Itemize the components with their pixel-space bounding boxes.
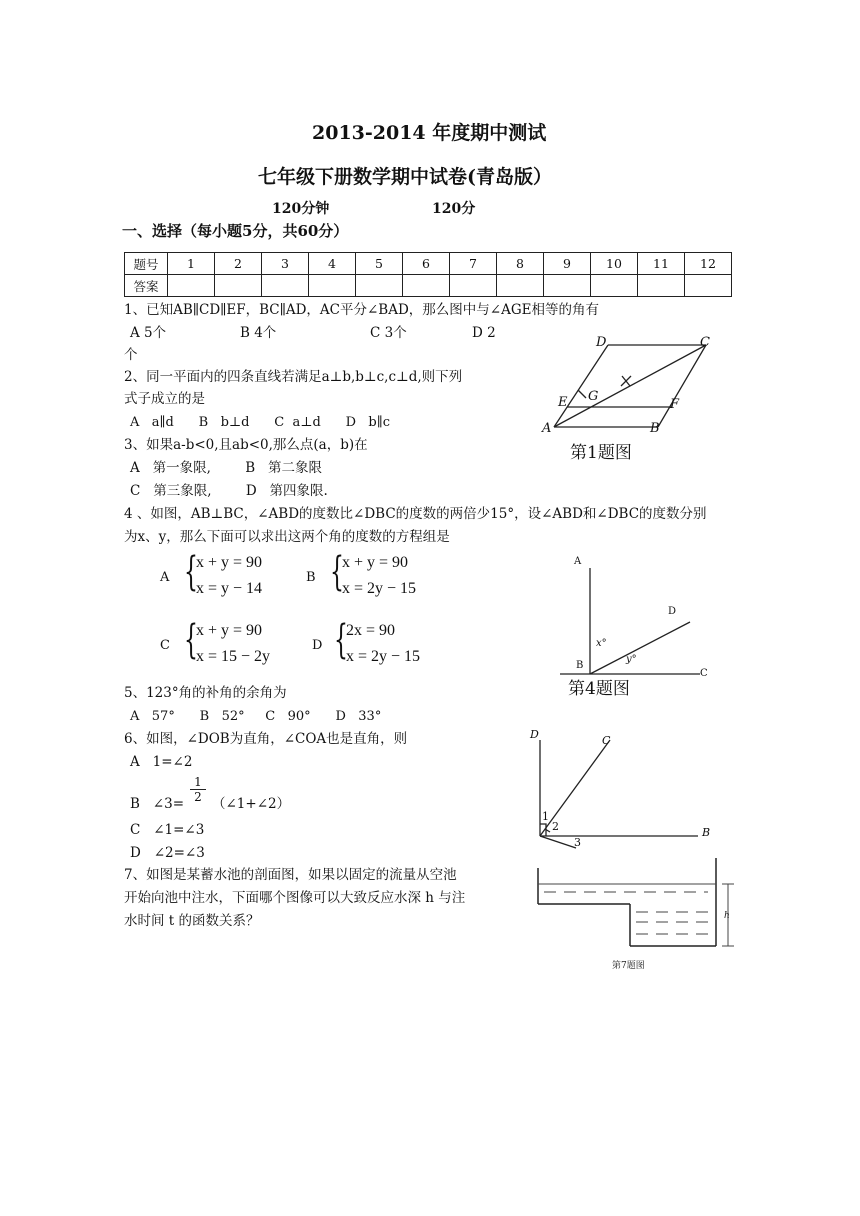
- fig4-label-a: A: [574, 556, 582, 567]
- row-label: 答案: [125, 275, 168, 297]
- table-cell: 1: [168, 253, 215, 275]
- q4-option-b-label: B: [306, 570, 316, 585]
- question-2-line1: 2、同一平面内的四条直线若满足a⊥b,b⊥c,c⊥d,则下列: [124, 369, 463, 385]
- fig6-label-b: B: [702, 826, 711, 839]
- answer-cell[interactable]: [685, 275, 732, 297]
- fig4-caption: 第4题图: [568, 679, 630, 699]
- table-cell: 3: [262, 253, 309, 275]
- table-cell: 4: [309, 253, 356, 275]
- brace-icon: {: [184, 549, 198, 595]
- answer-cell[interactable]: [450, 275, 497, 297]
- fig4-label-d: D: [668, 606, 677, 617]
- table-cell: 7: [450, 253, 497, 275]
- question-6-option-c: C ∠1=∠3: [130, 822, 205, 838]
- brace-icon: {: [334, 617, 348, 663]
- fig1-label-g: G: [588, 389, 599, 404]
- answer-cell[interactable]: [309, 275, 356, 297]
- answer-cell[interactable]: [403, 275, 450, 297]
- fraction-numerator: 1: [194, 775, 202, 789]
- question-1-option-b: B 4个: [240, 325, 277, 341]
- question-6-option-d: D ∠2=∠3: [130, 845, 205, 861]
- question-6-option-b-prefix: B ∠3=: [130, 796, 185, 812]
- question-7-line2: 开始向池中注水，下面哪个图像可以大致反应水深 h 与注: [124, 890, 466, 906]
- fig6-label-d: D: [530, 728, 539, 741]
- question-1-option-c: C 3个: [370, 325, 407, 341]
- table-row: [125, 253, 732, 275]
- fig1-label-f: F: [670, 397, 680, 412]
- figure-4: [560, 552, 720, 702]
- exam-time: 120分钟: [272, 201, 330, 217]
- answer-table: [124, 252, 732, 297]
- answer-cell[interactable]: [544, 275, 591, 297]
- equation: 2x = 90: [346, 622, 396, 639]
- answer-cell[interactable]: [215, 275, 262, 297]
- question-4-line2: 为x、y，那么下面可以求出这两个角的度数的方程组是: [124, 529, 450, 545]
- question-5-text: 5、123°角的补角的余角为: [124, 685, 287, 701]
- table-cell: 5: [356, 253, 403, 275]
- fig4-label-c: C: [700, 668, 708, 679]
- fig6-label-c: C: [602, 734, 611, 747]
- question-7-line1: 7、如图是某蓄水池的剖面图，如果以固定的流量从空池: [124, 867, 457, 883]
- table-cell: 11: [638, 253, 685, 275]
- question-6-option-a: A 1=∠2: [130, 754, 193, 770]
- answer-cell[interactable]: [168, 275, 215, 297]
- question-6-option-b-suffix: （∠1+∠2）: [212, 796, 291, 812]
- fig4-label-x: x°: [596, 638, 607, 649]
- fig1-label-e: E: [558, 395, 568, 410]
- brace-icon: {: [330, 549, 344, 595]
- table-row: [125, 275, 732, 297]
- q4-option-a-label: A: [160, 570, 170, 585]
- fig1-label-a: A: [542, 421, 552, 436]
- question-6-text: 6、如图，∠DOB为直角，∠COA也是直角，则: [124, 731, 408, 747]
- equation: x = 2y − 15: [346, 648, 421, 665]
- equation: x + y = 90: [196, 554, 263, 571]
- fraction-denominator: 2: [190, 789, 206, 804]
- equation: x = y − 14: [196, 580, 263, 597]
- fig1-caption: 第1题图: [570, 443, 632, 463]
- question-3-options-ab: A 第一象限, B 第二象限: [130, 460, 323, 476]
- answer-cell[interactable]: [638, 275, 685, 297]
- fig1-label-d: D: [596, 335, 607, 350]
- brace-icon: {: [184, 617, 198, 663]
- figure-6: [524, 728, 724, 854]
- question-3-text: 3、如果a-b<0,且ab<0,那么点(a，b)在: [124, 437, 368, 453]
- equation: x + y = 90: [342, 554, 409, 571]
- equation: x = 2y − 15: [342, 580, 417, 597]
- table-cell: 2: [215, 253, 262, 275]
- table-cell: 6: [403, 253, 450, 275]
- fig7-label-h: h: [724, 911, 730, 921]
- table-cell: 9: [544, 253, 591, 275]
- answer-cell[interactable]: [356, 275, 403, 297]
- answer-cell[interactable]: [262, 275, 309, 297]
- figure-7: [532, 856, 744, 974]
- table-cell: 10: [591, 253, 638, 275]
- fig6-label-1: 1: [542, 810, 549, 823]
- q4-option-c-label: C: [160, 638, 170, 653]
- fig6-label-3: 3: [574, 836, 581, 849]
- q4-option-d-label: D: [312, 638, 323, 653]
- question-1-option-d: D 2: [472, 325, 496, 341]
- fig4-label-b: B: [576, 660, 584, 671]
- fig6-label-2: 2: [552, 820, 559, 833]
- table-cell: 8: [497, 253, 544, 275]
- equation: x + y = 90: [196, 622, 263, 639]
- equation: x = 15 − 2y: [196, 648, 271, 665]
- question-1-option-d-cont: 个: [124, 347, 138, 363]
- answer-cell[interactable]: [497, 275, 544, 297]
- question-7-line3: 水时间 t 的函数关系？: [124, 913, 260, 929]
- exam-subtitle: 七年级下册数学期中试卷(青岛版）: [258, 166, 552, 188]
- fig4-label-y: y°: [626, 654, 637, 665]
- fig1-label-b: B: [650, 421, 660, 436]
- exam-score: 120分: [432, 201, 476, 217]
- question-3-options-cd: C 第三象限, D 第四象限.: [130, 483, 328, 499]
- question-1-option-a: A 5个: [130, 325, 167, 341]
- fraction-one-half: [190, 775, 206, 804]
- table-cell: 12: [685, 253, 732, 275]
- question-4-line1: 4 、如图，AB⊥BC，∠ABD的度数比∠DBC的度数的两倍少15°，设∠ABD和∠DBC的度数分别: [124, 506, 707, 522]
- answer-cell[interactable]: [591, 275, 638, 297]
- fig7-caption: 第7题图: [612, 961, 645, 971]
- row-label: 题号: [125, 253, 168, 275]
- exam-year-title: 2013-2014 年度期中测试: [312, 122, 547, 144]
- question-1-text: 1、已知AB∥CD∥EF，BC∥AD，AC平分∠BAD，那么图中与∠AGE相等的角有: [124, 302, 599, 318]
- question-5-options: A 57° B 52° C 90° D 33°: [130, 709, 382, 724]
- fig1-label-c: C: [700, 335, 710, 350]
- question-2-options: A a∥d B b⊥d C a⊥d D b∥c: [130, 415, 390, 430]
- figure-1: [536, 330, 726, 466]
- question-2-line2: 式子成立的是: [124, 391, 205, 407]
- section-heading: 一、选择（每小题5分，共60分）: [122, 222, 349, 240]
